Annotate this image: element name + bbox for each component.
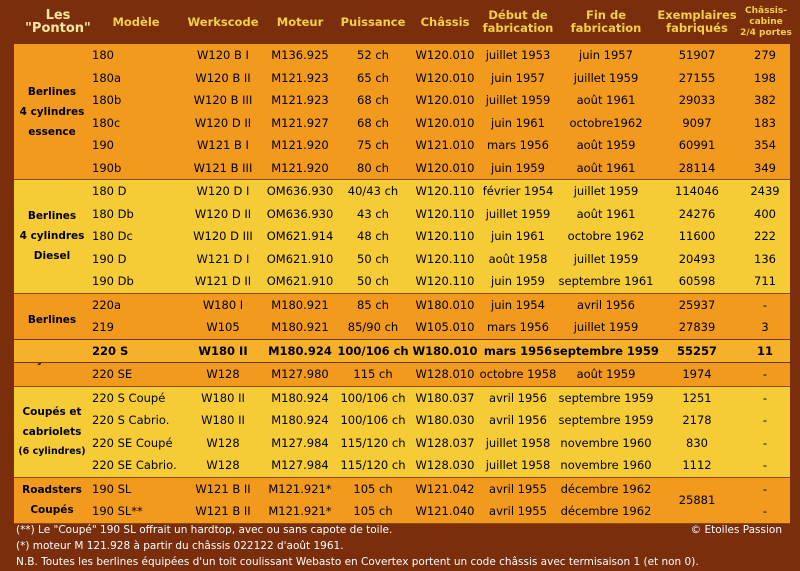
cell-exemplaires: 28114: [678, 160, 716, 175]
cell-chassis: W120.010: [415, 93, 475, 108]
header-exemplaires: [654, 0, 740, 44]
group-label-line: Berlines: [27, 313, 77, 326]
cell-fin: avril 1956: [577, 297, 635, 312]
cell-moteur: M121.923: [271, 93, 329, 108]
cell-model: 180 Db: [92, 206, 134, 221]
cell-fin: août 1961: [576, 206, 636, 221]
cell-chassis: W120.010: [415, 48, 475, 63]
cell-puissance: 68 ch: [357, 115, 389, 130]
table-row: [14, 432, 790, 455]
cell-model: 190b: [92, 160, 122, 175]
cell-werkscode: W180 I: [202, 297, 244, 312]
table-row: [14, 316, 790, 339]
cell-cabine: 3: [761, 320, 769, 335]
cell-werkscode: W121 B III: [193, 160, 253, 175]
header-puissance: Puissance: [340, 14, 406, 29]
table-title: Les "Ponton": [25, 8, 91, 36]
table-row: [14, 409, 790, 432]
cell-cabine: 2439: [750, 184, 780, 199]
cell-chassis: W180.037: [415, 390, 475, 405]
table-row: [14, 44, 790, 67]
cell-werkscode: W120 D II: [194, 115, 252, 130]
cell-model: 180 D: [92, 184, 127, 199]
header-cabine: [740, 0, 792, 44]
cell-cabine: -: [762, 367, 768, 382]
table-row: [14, 157, 790, 180]
cell-exemplaires: 114046: [675, 184, 719, 199]
table-row: [14, 248, 790, 271]
cell-werkscode: W128: [206, 435, 240, 450]
footnotes: [16, 522, 790, 570]
cell-moteur: M180.924: [271, 413, 329, 428]
cell-puissance: 115/120 ch: [340, 458, 406, 473]
cell-chassis: W128.030: [415, 458, 475, 473]
cell-model: 220 SE: [92, 367, 133, 382]
cell-fin: juin 1957: [579, 48, 633, 63]
cell-model: 190 Db: [92, 274, 134, 289]
cell-exemplaires: 51907: [678, 48, 716, 63]
cell-werkscode: W121 B II: [195, 481, 251, 496]
cell-moteur: M180.924: [271, 390, 329, 405]
cell-exemplaires: 1251: [682, 390, 712, 405]
cell-fin: octobre1962: [569, 115, 643, 130]
cell-cabine: 400: [754, 206, 776, 221]
cell-debut: juin 1954: [491, 297, 545, 312]
cell-puissance: 85 ch: [357, 297, 389, 312]
group-label-line: Berlines: [27, 85, 77, 98]
cell-debut: juin 1961: [491, 115, 545, 130]
cell-debut: avril 1956: [489, 413, 547, 428]
cell-chassis: W120.110: [415, 251, 475, 266]
header-exemplaires-line1: Exemplaires: [657, 8, 737, 22]
cell-werkscode: W120 B II: [195, 70, 251, 85]
cell-moteur: M180.921: [271, 320, 329, 335]
row-group: [14, 478, 790, 524]
cell-cabine: 711: [754, 274, 776, 289]
cell-puissance: 48 ch: [357, 229, 389, 244]
cell-model: 180c: [92, 115, 121, 130]
cell-chassis: W120.110: [415, 206, 475, 221]
header-cabine-line2: cabine: [749, 16, 783, 27]
cell-fin: août 1961: [576, 160, 636, 175]
cell-model: 190 SL**: [92, 504, 143, 519]
cell-cabine: -: [762, 297, 768, 312]
cell-debut: août 1958: [488, 251, 548, 266]
header-fin-line1: Fin de: [585, 8, 627, 22]
cell-model: 190 SL: [92, 481, 132, 496]
cell-chassis: W120.110: [415, 274, 475, 289]
group-label-line: (6 cylindres): [18, 445, 86, 457]
cell-debut: juillet 1958: [485, 435, 551, 450]
cell-moteur: M180.924: [268, 343, 332, 358]
cell-puissance: 85/90 ch: [347, 320, 399, 335]
cell-moteur: M121.923: [271, 70, 329, 85]
cell-chassis: W180.030: [415, 413, 475, 428]
cell-cabine: 349: [754, 160, 776, 175]
cell-model: 220a: [92, 297, 121, 312]
cell-fin: août 1959: [576, 138, 636, 153]
group-label-line: 4 cylindres: [19, 230, 85, 243]
cell-puissance: 105 ch: [353, 481, 393, 496]
cell-puissance: 115/120 ch: [340, 435, 406, 450]
cell-puissance: 43 ch: [357, 206, 389, 221]
table-row: [14, 203, 790, 226]
cell-debut: mars 1956: [487, 138, 549, 153]
copyright: © Etoiles Passion: [690, 524, 782, 536]
header-debut-line1: Début de: [488, 8, 548, 22]
cell-puissance: 65 ch: [357, 70, 389, 85]
cell-debut: juillet 1953: [485, 48, 551, 63]
cell-moteur: M121.927: [271, 115, 329, 130]
cell-cabine: -: [762, 390, 768, 405]
cell-chassis: W128.037: [415, 435, 475, 450]
cell-exemplaires-merged: 25881: [678, 493, 716, 507]
group-label-line: Roadsters: [22, 484, 82, 496]
cell-exemplaires: 60991: [678, 138, 716, 153]
cell-model: 220 S Coupé: [92, 390, 166, 405]
cell-werkscode: W120 D II: [194, 206, 252, 221]
cell-exemplaires: 1112: [682, 458, 712, 473]
cell-cabine: 11: [756, 343, 773, 358]
cell-exemplaires: 24276: [678, 206, 716, 221]
table-row: [14, 180, 790, 203]
cell-chassis: W121.042: [415, 481, 475, 496]
cell-fin: juillet 1959: [573, 184, 639, 199]
cell-werkscode: W105: [206, 320, 240, 335]
cell-debut: juillet 1959: [485, 206, 551, 221]
cell-cabine: 354: [754, 138, 776, 153]
group-label-line: Diesel: [33, 250, 71, 263]
cell-puissance: 40/43 ch: [347, 184, 399, 199]
cell-chassis: W120.010: [415, 115, 475, 130]
header-cabine-line1: Châssis-: [745, 5, 787, 16]
cell-werkscode: W120 D III: [193, 229, 253, 244]
cell-moteur: M136.925: [271, 48, 329, 63]
cell-debut: avril 1955: [489, 481, 547, 496]
table-row: [14, 339, 790, 364]
cell-debut: juin 1961: [491, 229, 545, 244]
cell-model: 220 S Cabrio.: [92, 413, 170, 428]
cell-model: 180: [92, 48, 114, 63]
table-row: [14, 89, 790, 112]
cell-debut: juin 1959: [491, 160, 545, 175]
cell-puissance: 100/106 ch: [340, 390, 406, 405]
cell-moteur: M127.984: [271, 435, 329, 450]
cell-chassis: W180.010: [412, 343, 478, 358]
row-group: [14, 294, 790, 387]
table-row: [14, 363, 790, 386]
cell-fin: juillet 1959: [573, 251, 639, 266]
header-moteur: Moteur: [276, 14, 324, 29]
cell-cabine: 222: [754, 229, 776, 244]
cell-moteur: OM636.930: [266, 206, 334, 221]
header-debut: [478, 0, 558, 44]
cell-moteur: M121.920: [271, 160, 329, 175]
cell-exemplaires: 1974: [682, 367, 712, 382]
header-model: Modèle: [112, 14, 160, 29]
group-label-line: cabriolets: [22, 425, 82, 438]
cell-debut: juillet 1959: [485, 93, 551, 108]
cell-chassis: W121.040: [415, 504, 475, 519]
group-label-line: 4 cylindres: [19, 105, 85, 118]
cell-werkscode: W121 D I: [196, 251, 250, 266]
header-fin: [558, 0, 654, 44]
cell-model: 180b: [92, 93, 122, 108]
cell-debut: juillet 1958: [485, 458, 551, 473]
cell-exemplaires: 60598: [678, 274, 716, 289]
cell-exemplaires: 29033: [678, 93, 716, 108]
cell-fin: août 1959: [576, 367, 636, 382]
cell-fin: septembre 1959: [558, 413, 654, 428]
cell-puissance: 115 ch: [353, 367, 393, 382]
cell-moteur: M127.980: [271, 367, 329, 382]
cell-moteur: M121.921*: [268, 481, 332, 496]
cell-moteur: M127.984: [271, 458, 329, 473]
cell-fin: octobre 1962: [567, 229, 645, 244]
cell-fin: septembre 1961: [558, 274, 654, 289]
table-row: [14, 270, 790, 293]
cell-model: 220 SE Cabrio.: [92, 458, 177, 473]
footnote-2: (*) moteur M 121.928 à partir du châssis 022122 d'août 1961.: [16, 540, 344, 552]
cell-werkscode: W120 D I: [196, 184, 250, 199]
production-table: [14, 44, 790, 524]
group-label-line: Berlines: [27, 210, 77, 223]
cell-exemplaires: 27839: [678, 320, 716, 335]
cell-model: 180 Dc: [92, 229, 133, 244]
cell-werkscode: W180 II: [198, 343, 248, 358]
cell-puissance: 50 ch: [357, 251, 389, 266]
cell-exemplaires: 2178: [682, 413, 712, 428]
cell-werkscode: W128: [206, 458, 240, 473]
cell-model: 220 S: [92, 343, 129, 358]
cell-chassis: W120.110: [415, 229, 475, 244]
cell-exemplaires: 25937: [678, 297, 716, 312]
table-row: [14, 454, 790, 477]
cell-model: 219: [92, 320, 114, 335]
table-row: [14, 387, 790, 410]
cell-puissance: 75 ch: [357, 138, 389, 153]
header-cabine-line3: 2/4 portes: [740, 27, 792, 38]
cell-werkscode: W121 D II: [194, 274, 252, 289]
header-exemplaires-line2: fabriqués: [666, 21, 728, 35]
cell-debut: mars 1956: [483, 343, 553, 358]
row-group: [14, 387, 790, 478]
cell-fin: décembre 1962: [560, 504, 652, 519]
cell-cabine: -: [762, 435, 768, 450]
group-label-line: essence: [28, 125, 76, 138]
footnote-1: (**) Le "Coupé" 190 SL offrait un hardtop, avec ou sans capote de toile.: [16, 524, 393, 536]
cell-moteur: OM621.910: [266, 251, 334, 266]
cell-chassis: W120.010: [415, 160, 475, 175]
cell-werkscode: W128: [206, 367, 240, 382]
cell-model: 220 SE Coupé: [92, 435, 173, 450]
cell-cabine: 183: [754, 115, 776, 130]
cell-puissance: 52 ch: [357, 48, 389, 63]
cell-cabine: 136: [754, 251, 776, 266]
cell-debut: avril 1956: [489, 390, 547, 405]
group-label-line: Coupés: [30, 504, 74, 516]
cell-fin: août 1961: [576, 93, 636, 108]
cell-moteur: OM621.914: [266, 229, 334, 244]
table-row: [14, 67, 790, 90]
cell-werkscode: W120 B I: [197, 48, 249, 63]
header-chassis: Châssis: [420, 14, 470, 29]
table-header: [0, 0, 800, 44]
cell-fin: septembre 1959: [553, 343, 659, 358]
table-row: [14, 112, 790, 135]
cell-cabine: -: [762, 504, 768, 519]
cell-cabine: 198: [754, 70, 776, 85]
cell-cabine: 279: [754, 48, 776, 63]
cell-debut: avril 1955: [489, 504, 547, 519]
cell-werkscode: W180 II: [201, 390, 245, 405]
table-row: [14, 294, 790, 317]
cell-moteur: OM621.910: [266, 274, 334, 289]
cell-werkscode: W180 II: [201, 413, 245, 428]
footnote-3: N.B. Toutes les berlines équipées d'un toit coulissant Webasto en Covertex portent un code châssis avec termisaison 1 (et non 0).: [16, 556, 699, 568]
cell-moteur: M180.921: [271, 297, 329, 312]
cell-puissance: 50 ch: [357, 274, 389, 289]
cell-chassis: W121.010: [415, 138, 475, 153]
table-row: [14, 134, 790, 157]
cell-moteur: OM636.930: [266, 184, 334, 199]
cell-cabine: -: [762, 481, 768, 496]
cell-cabine: -: [762, 458, 768, 473]
cell-exemplaires: 9097: [682, 115, 712, 130]
cell-exemplaires: 830: [686, 435, 708, 450]
cell-cabine: -: [762, 413, 768, 428]
cell-model: 190: [92, 138, 114, 153]
cell-exemplaires: 55257: [676, 343, 717, 358]
cell-chassis: W128.010: [415, 367, 475, 382]
header-werkscode: Werkscode: [187, 14, 259, 29]
cell-moteur: M121.920: [271, 138, 329, 153]
cell-puissance: 105 ch: [353, 504, 393, 519]
cell-werkscode: W121 B I: [197, 138, 249, 153]
row-group: [14, 180, 790, 294]
cell-debut: février 1954: [482, 184, 554, 199]
row-group: [14, 44, 790, 180]
cell-chassis: W120.110: [415, 184, 475, 199]
cell-debut: mars 1956: [487, 320, 549, 335]
header-debut-line2: fabrication: [482, 21, 554, 35]
cell-puissance: 80 ch: [357, 160, 389, 175]
cell-fin: décembre 1962: [560, 481, 652, 496]
cell-chassis: W120.010: [415, 70, 475, 85]
header-fin-line2: fabrication: [570, 21, 642, 35]
cell-chassis: W105.010: [415, 320, 475, 335]
cell-model: 190 D: [92, 251, 127, 266]
cell-exemplaires: 20493: [678, 251, 716, 266]
group-label-line: Coupés et: [22, 405, 82, 418]
cell-puissance: 100/106 ch: [337, 343, 409, 358]
cell-fin: novembre 1960: [560, 435, 652, 450]
table-row: [14, 225, 790, 248]
cell-moteur: M121.921*: [268, 504, 332, 519]
cell-puissance: 100/106 ch: [340, 413, 406, 428]
cell-fin: juillet 1959: [573, 70, 639, 85]
cell-chassis: W180.010: [415, 297, 475, 312]
cell-debut: octobre 1958: [479, 367, 557, 382]
cell-exemplaires: 11600: [678, 229, 716, 244]
cell-model: 180a: [92, 70, 121, 85]
cell-fin: juillet 1959: [573, 320, 639, 335]
cell-werkscode: W121 B II: [195, 504, 251, 519]
cell-cabine: 382: [754, 93, 776, 108]
cell-debut: juin 1957: [491, 70, 545, 85]
cell-fin: septembre 1959: [558, 390, 654, 405]
cell-werkscode: W120 B III: [193, 93, 253, 108]
cell-puissance: 68 ch: [357, 93, 389, 108]
cell-fin: novembre 1960: [560, 458, 652, 473]
cell-debut: juin 1959: [491, 274, 545, 289]
cell-exemplaires: 27155: [678, 70, 716, 85]
